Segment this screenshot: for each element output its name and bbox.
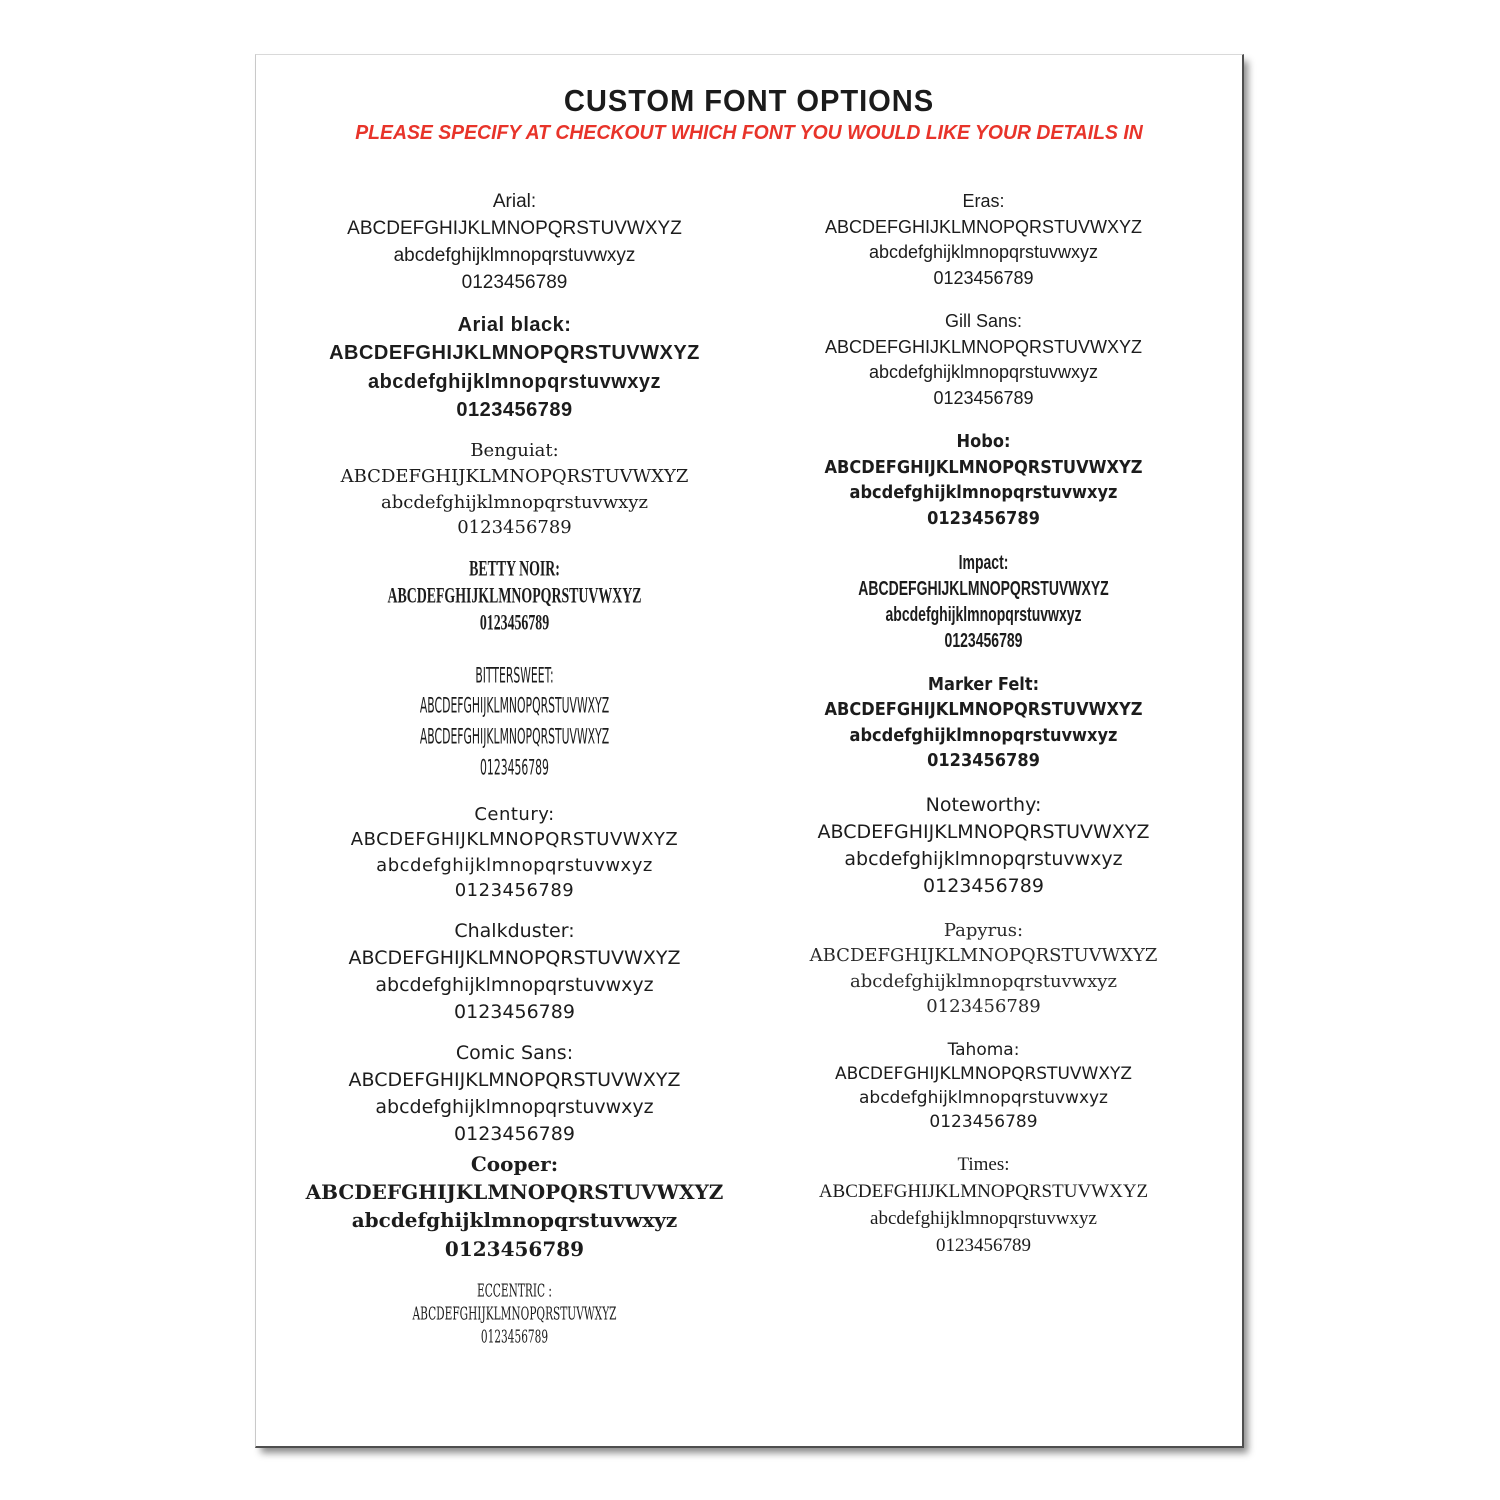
font-name-label-arial: Arial: xyxy=(492,191,537,212)
font-name-label-chalkduster: Chalkduster: xyxy=(454,919,575,942)
sample-line-lowercase: abcdefghijklmnopqrstuvwxyz xyxy=(375,973,654,996)
sample-line-uppercase: ABCDEFGHIJKLMNOPQRSTUVWXYZ xyxy=(348,946,681,969)
sample-line-lowercase: abcdefghijklmnopqrstuvwxyz xyxy=(375,1095,654,1118)
font-name-label-impact: Impact: xyxy=(958,551,1009,574)
font-column-left xyxy=(280,189,749,1363)
font-sample-comic-sans xyxy=(280,1040,749,1148)
sample-line-uppercase: ABCDEFGHIJKLMNOPQRSTUVWXYZ xyxy=(817,820,1150,843)
font-sample-hobo xyxy=(749,429,1218,531)
sample-line-digits: 0123456789 xyxy=(929,1112,1038,1133)
font-sample-arial-black xyxy=(280,311,749,425)
sample-line-lowercase: abcdefghijklmnopqrstuvwxyz xyxy=(849,482,1118,504)
sample-line-uppercase: ABCDEFGHIJKLMNOPQRSTUVWXYZ xyxy=(824,216,1143,237)
font-name-label-benguiat: Benguiat: xyxy=(470,440,559,462)
sample-line-lowercase: abcdefghijklmnopqrstuvwxyz xyxy=(868,242,1099,263)
sample-line-uppercase: ABCDEFGHIJKLMNOPQRSTUVWXYZ xyxy=(350,829,679,851)
font-name-label-hobo: Hobo: xyxy=(956,431,1011,453)
font-sample-eras xyxy=(749,189,1218,291)
font-sample-noteworthy xyxy=(749,792,1218,900)
sample-line-digits: 0123456789 xyxy=(933,387,1034,408)
sample-line-digits: 0123456789 xyxy=(456,399,573,422)
font-name-label-bittersweet: BITTERSWEET: xyxy=(475,663,554,688)
font-sample-betty-noir xyxy=(280,555,749,637)
sample-line-digits: 0123456789 xyxy=(480,1326,549,1348)
font-name-label-cooper: Cooper: xyxy=(470,1151,559,1176)
sample-line-digits: 0123456789 xyxy=(454,1122,575,1145)
font-sample-arial xyxy=(280,189,749,297)
sample-line-uppercase: ABCDEFGHIJKLMNOPQRSTUVWXYZ xyxy=(809,945,1158,967)
sample-line-lowercase: abcdefghijklmnopqrstuvwxyz xyxy=(393,244,636,266)
sample-line-uppercase: ABCDEFGHIJKLMNOPQRSTUVWXYZ xyxy=(419,693,610,719)
sample-line-uppercase: ABCDEFGHIJKLMNOPQRSTUVWXYZ xyxy=(824,336,1143,357)
font-sample-chalkduster xyxy=(280,918,749,1026)
font-sample-bittersweet xyxy=(280,661,749,784)
sample-line-lowercase: abcdefghijklmnopqrstuvwxyz xyxy=(381,491,648,513)
font-column-right xyxy=(749,189,1218,1363)
sample-line-uppercase: ABCDEFGHIJKLMNOPQRSTUVWXYZ xyxy=(305,1179,724,1204)
sample-line-digits: 0123456789 xyxy=(444,1236,585,1261)
font-columns xyxy=(256,189,1242,1363)
font-name-label-tahoma: Tahoma: xyxy=(947,1039,1020,1060)
sample-line-uppercase: ABCDEFGHIJKLMNOPQRSTUVWXYZ xyxy=(387,582,642,608)
sample-line-digits: 0123456789 xyxy=(454,1000,575,1023)
sample-line-uppercase: ABCDEFGHIJKLMNOPQRSTUVWXYZ xyxy=(348,1068,681,1091)
sample-line-uppercase: ABCDEFGHIJKLMNOPQRSTUVWXYZ xyxy=(818,1181,1149,1203)
sample-line-lowercase: abcdefghijklmnopqrstuvwxyz xyxy=(850,970,1117,992)
sample-line-lowercase: abcdefghijklmnopqrstuvwxyz xyxy=(870,1208,1097,1230)
font-sample-cooper xyxy=(280,1150,749,1264)
sample-line-digits: 0123456789 xyxy=(461,271,568,293)
sample-line-digits: 0123456789 xyxy=(927,750,1040,772)
font-name-label-comic-sans: Comic Sans: xyxy=(455,1041,574,1064)
sample-line-lowercase: abcdefghijklmnopqrstuvwxyz xyxy=(849,724,1118,746)
font-sample-marker-felt xyxy=(749,672,1218,774)
sample-line-digits: 0123456789 xyxy=(457,517,572,539)
font-sample-gill-sans xyxy=(749,309,1218,411)
sample-line-lowercase: abcdefghijklmnopqrstuvwxyz xyxy=(351,1208,678,1233)
sample-line-lowercase: abcdefghijklmnopqrstuvwxyz xyxy=(885,603,1082,626)
sample-line-digits: 0123456789 xyxy=(480,755,549,781)
page-subtitle: PLEASE SPECIFY AT CHECKOUT WHICH FONT YOU WOULD LIKE YOUR DETAILS IN xyxy=(355,122,1143,144)
sample-line-uppercase: ABCDEFGHIJKLMNOPQRSTUVWXYZ xyxy=(340,465,689,487)
font-sample-papyrus xyxy=(749,918,1218,1020)
font-name-label-papyrus: Papyrus: xyxy=(943,919,1024,941)
sample-line-uppercase: ABCDEFGHIJKLMNOPQRSTUVWXYZ xyxy=(412,1303,617,1325)
sample-line-uppercase: ABCDEFGHIJKLMNOPQRSTUVWXYZ xyxy=(329,342,700,365)
font-name-label-marker-felt: Marker Felt: xyxy=(927,673,1040,695)
font-name-label-times: Times: xyxy=(957,1154,1010,1176)
sample-line-uppercase: ABCDEFGHIJKLMNOPQRSTUVWXYZ xyxy=(834,1063,1133,1084)
sample-line-digits: 0123456789 xyxy=(933,267,1034,288)
sample-line-lowercase: abcdefghijklmnopqrstuvwxyz xyxy=(868,362,1099,383)
sample-line-lowercase: abcdefghijklmnopqrstuvwxyz xyxy=(844,847,1123,870)
sample-line-lowercase: abcdefghijklmnopqrstuvwxyz xyxy=(367,370,662,393)
sample-line-uppercase: ABCDEFGHIJKLMNOPQRSTUVWXYZ xyxy=(824,699,1143,721)
page-title: CUSTOM FONT OPTIONS xyxy=(563,83,935,118)
flyer-page xyxy=(255,54,1244,1448)
font-sample-eccentric xyxy=(280,1279,749,1349)
font-sample-century xyxy=(280,802,749,904)
font-sample-times xyxy=(749,1152,1218,1260)
font-name-label-betty-noir: BETTY NOIR: xyxy=(469,554,560,581)
font-sample-tahoma xyxy=(749,1038,1218,1135)
sample-line-digits: 0123456789 xyxy=(936,1235,1031,1257)
sample-line-digits: 0123456789 xyxy=(927,508,1040,530)
font-name-label-eccentric: ECCENTRIC : xyxy=(477,1280,552,1302)
sample-line-uppercase: ABCDEFGHIJKLMNOPQRSTUVWXYZ xyxy=(858,577,1109,600)
sample-line-digits: 0123456789 xyxy=(926,996,1041,1018)
font-sample-impact xyxy=(749,550,1218,654)
font-name-label-arial-black: Arial black: xyxy=(457,313,572,336)
sample-line-lowercase: abcdefghijklmnopqrstuvwxyz xyxy=(859,1088,1108,1109)
sample-line-digits: 0123456789 xyxy=(454,880,575,902)
font-name-label-eras: Eras: xyxy=(962,191,1005,211)
font-name-label-noteworthy: Noteworthy: xyxy=(925,793,1042,816)
font-sample-benguiat xyxy=(280,438,749,540)
sample-line-uppercase: ABCDEFGHIJKLMNOPQRSTUVWXYZ xyxy=(824,456,1143,478)
sample-line-digits: 0123456789 xyxy=(944,629,1023,652)
sample-line-lowercase: abcdefghijklmnopqrstuvwxyz xyxy=(376,854,653,876)
sample-line-digits: 0123456789 xyxy=(479,609,550,635)
font-name-label-century: Century: xyxy=(474,803,555,825)
sample-line-uppercase: ABCDEFGHIJKLMNOPQRSTUVWXYZ xyxy=(419,724,610,750)
font-name-label-gill-sans: Gill Sans: xyxy=(944,311,1023,332)
sample-line-uppercase: ABCDEFGHIJKLMNOPQRSTUVWXYZ xyxy=(347,217,682,239)
sample-line-digits: 0123456789 xyxy=(923,874,1044,897)
